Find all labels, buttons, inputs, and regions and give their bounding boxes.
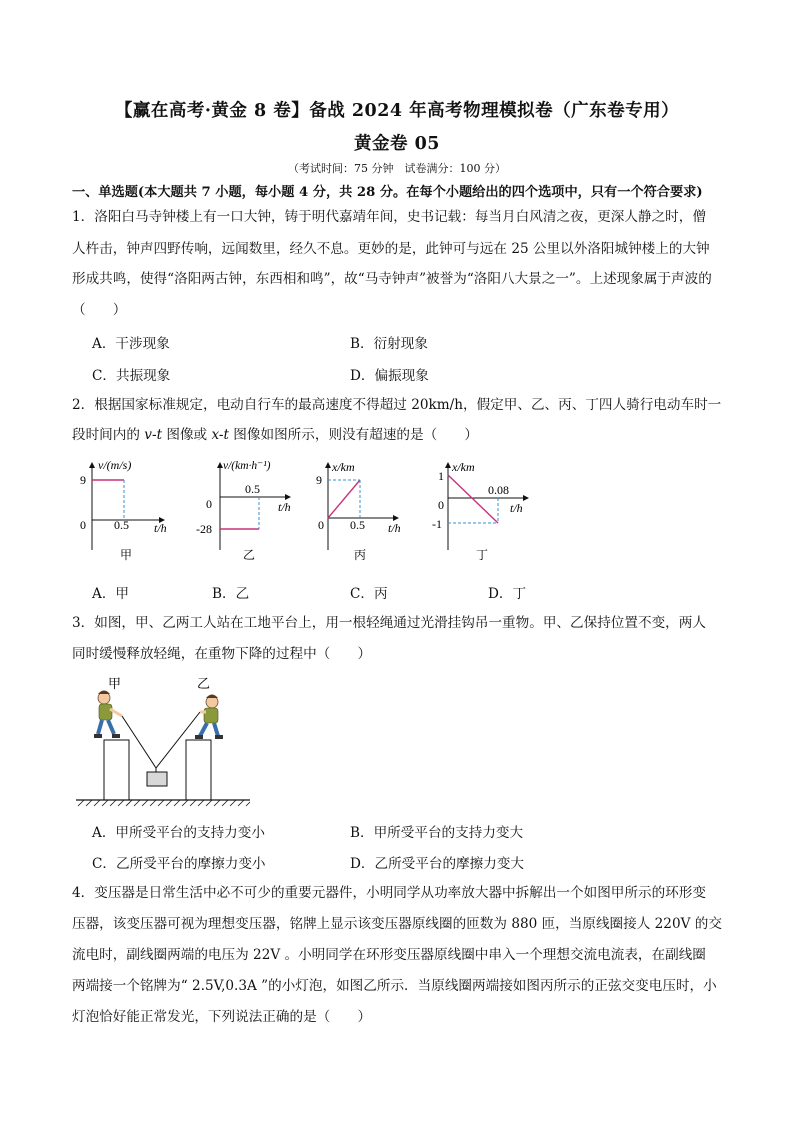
graph-jia (72, 455, 172, 565)
y-axis-label: v/(m/s) (98, 458, 132, 472)
graph-caption: 乙 (243, 548, 256, 562)
graph-caption: 丁 (476, 548, 489, 562)
q1-line-3: 形成共鸣，使得“洛阳两古钟，东西相和鸣”，故“马寺钟声”被誉为“洛阳八大景之一”。上述现象属于声波的 (72, 271, 712, 287)
y-tick-top: 1 (438, 469, 444, 483)
x-axis-label: t/h (388, 521, 401, 535)
label-yi: 乙 (197, 676, 211, 691)
q2-option-a[interactable]: A．甲 (92, 586, 130, 602)
graph-ding (430, 455, 540, 565)
q3-option-d[interactable]: D．乙所受平台的摩擦力变大 (350, 856, 525, 872)
q1-option-d[interactable]: D．偏振现象 (350, 368, 429, 384)
q4-line-2: 压器，该变压器可视为理想变压器，铭牌上显示该变压器原线圈的匝数为 880 匝，当原线圈接人 220V 的交 (72, 916, 722, 932)
origin-label: 0 (438, 498, 444, 512)
ground-hatch (78, 800, 250, 806)
platform-right (186, 740, 211, 800)
worker-jia (94, 691, 122, 739)
x-tick: 0.5 (350, 518, 365, 532)
x-tick: 0.5 (114, 518, 129, 532)
paper-subtitle: 黄金卷 05 (354, 134, 440, 154)
x-tick: 0.5 (245, 482, 260, 496)
exam-info: （考试时间：75 分钟 试卷满分：100 分） (288, 162, 506, 175)
q4-line-1: 4．变压器是日常生活中必不可少的重要元器件，小明同学从功率放大器中拆解出一个如图甲所示的环形变 (72, 885, 706, 901)
y-tick: -28 (196, 522, 212, 536)
y-tick-bottom: -1 (432, 517, 442, 531)
origin-label: 0 (206, 497, 212, 511)
q2-line-2: 段时间内的 v-t 图像或 x-t 图像如图所示，则没有超速的是（ ） (72, 427, 478, 443)
displacement-line (328, 480, 360, 518)
q3-line-1: 3．如图，甲、乙两工人站在工地平台上，用一根轻绳通过光滑挂钩吊一重物。甲、乙保持位置不变，两人 (72, 615, 706, 631)
q1-line-4: （ ） (72, 302, 127, 318)
section-heading: 一、单选题(本大题共 7 小题，每小题 4 分，共 28 分。在每个小题给出的四个选项中，只有一个符合要求) (72, 185, 703, 200)
q2-option-d[interactable]: D．丁 (488, 586, 527, 602)
q2-option-b[interactable]: B．乙 (212, 586, 250, 602)
y-axis-label: x/km (332, 460, 355, 474)
graph-bing (310, 455, 410, 565)
y-tick: 9 (316, 473, 322, 487)
q3-option-b[interactable]: B．甲所受平台的支持力变大 (350, 825, 524, 841)
paper-title: 【赢在高考·黄金 8 卷】备战 2024 年高考物理模拟卷（广东卷专用） (114, 101, 680, 121)
origin-label: 0 (318, 518, 324, 532)
graph-caption: 丙 (354, 548, 367, 562)
q2-option-c[interactable]: C．丙 (350, 586, 388, 602)
graph-yi (190, 455, 300, 565)
q1-option-b[interactable]: B．衍射现象 (350, 336, 428, 352)
x-axis-label: t/h (154, 521, 167, 535)
q3-line-2: 同时缓慢释放轻绳，在重物下降的过程中（ ） (72, 646, 372, 662)
platform-left (104, 740, 129, 800)
x-axis-label: t/h (510, 501, 523, 515)
y-axis-label: v/(km·h⁻¹) (223, 460, 271, 472)
x-tick: 0.08 (488, 483, 509, 497)
q1-option-a[interactable]: A．干涉现象 (92, 336, 170, 352)
workers-figure (72, 672, 257, 812)
origin-label: 0 (80, 518, 86, 532)
q1-line-1: 1．洛阳白马寺钟楼上有一口大钟，铸于明代嘉靖年间，史书记载：每当月白风清之夜，更深人静之时，僧 (72, 209, 706, 225)
q3-option-a[interactable]: A．甲所受平台的支持力变小 (92, 825, 265, 841)
q3-option-c[interactable]: C．乙所受平台的摩擦力变小 (92, 856, 266, 872)
q4-line-3: 流电时，副线圈两端的电压为 22V 。小明同学在环形变压器原线圈中串入一个理想交流电流表，在副线圈 (72, 947, 706, 963)
weight-block (147, 772, 167, 786)
q4-line-4: 两端接一个铭牌为“ 2.5V,0.3A ”的小灯泡，如图乙所示．当原线圈两端接如图丙所示的正弦交变电压时，小 (72, 978, 717, 994)
q2-line-1: 2．根据国家标准规定，电动自行车的最高速度不得超过 20km/h，假定甲、乙、丙、丁四人骑行电动车时一 (72, 397, 722, 413)
worker-yi (195, 695, 223, 740)
q4-line-5: 灯泡恰好能正常发光，下列说法正确的是（ ） (72, 1009, 372, 1025)
graph-caption: 甲 (120, 548, 133, 562)
q1-line-2: 人杵击，钟声四野传响，远闻数里，经久不息。更妙的是，此钟可与远在 25 公里以外洛阳城钟楼上的大钟 (72, 241, 710, 257)
y-axis-label: x/km (452, 460, 475, 474)
label-jia: 甲 (108, 676, 122, 691)
y-tick: 9 (80, 473, 86, 487)
q1-option-c[interactable]: C．共振现象 (92, 368, 171, 384)
x-axis-label: t/h (278, 500, 291, 514)
